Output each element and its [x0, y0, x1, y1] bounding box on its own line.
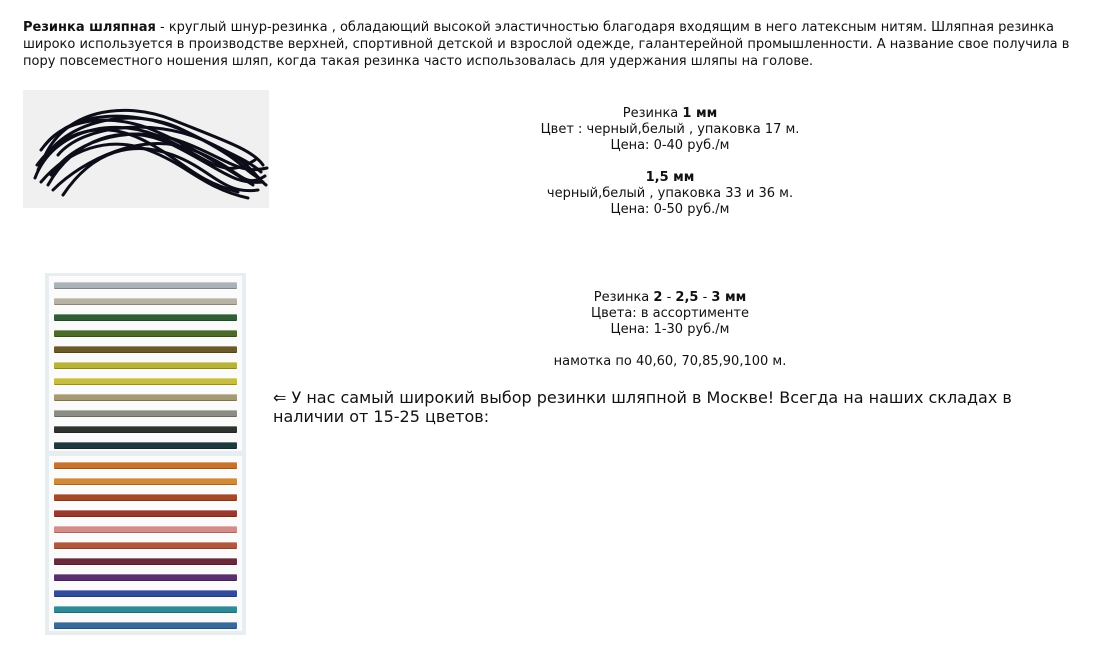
cord-swatch — [54, 426, 237, 433]
spec-sep-1: - — [662, 290, 676, 305]
cord-swatch — [54, 410, 237, 417]
cord-swatch — [54, 346, 237, 353]
cord-swatch — [54, 542, 237, 549]
cord-swatch — [54, 442, 237, 449]
intro-text: - круглый шнур-резинка , обладающий высокой эластичностью благодаря входящим в него латексным нитям. Шляпная резинка широко используется в производстве верхней, спортивной детской и взрослой одежде, галантерейной промышленности. А название свое получила в пору повсеместного ношения шляп, когда такая резинка часто использовалась для удержания шляпы на голове. — [23, 20, 1070, 69]
cord-swatch — [54, 590, 237, 597]
cord-swatch — [54, 526, 237, 533]
cord-swatch — [54, 478, 237, 485]
cord-swatch — [54, 558, 237, 565]
spec-2-3mm-label: Резинка — [593, 290, 654, 305]
promo-text: ⇐ У нас самый широкий выбор резинки шляпной в Москве! Всегда на наших складах в наличии от 15-25 цветов: — [273, 388, 1012, 426]
spec-2-3mm — [470, 290, 870, 370]
spec-1mm-price: Цена: 0-40 руб./м — [610, 138, 730, 153]
cord-swatch — [54, 606, 237, 613]
cord-swatch — [54, 298, 237, 305]
cord-swatch — [54, 282, 237, 289]
spec-size-3: 3 мм — [711, 290, 747, 305]
spec-1mm-size: 1 мм — [682, 106, 718, 121]
spec-2-3mm-title — [470, 290, 870, 306]
spec-size-2: 2 — [653, 290, 663, 305]
spec-1-5mm-color: черный,белый , упаковка 33 и 36 м. — [546, 186, 794, 201]
spec-1mm-color: Цвет : черный,белый , упаковка 17 м. — [540, 122, 800, 137]
black-cord-image — [23, 90, 269, 208]
cord-swatch — [54, 462, 237, 469]
spec-1mm-label: Резинка — [622, 106, 683, 121]
spec-2-3mm-winding: намотка по 40,60, 70,85,90,100 м. — [553, 354, 787, 369]
cord-swatch — [54, 314, 237, 321]
swatch-panel-bottom — [49, 456, 242, 631]
cord-swatch — [54, 510, 237, 517]
intro-title: Резинка шляпная — [23, 20, 156, 35]
spec-size-2-5: 2,5 — [675, 290, 699, 305]
cord-swatch — [54, 622, 237, 629]
spec-sep-2: - — [698, 290, 712, 305]
cord-swatch — [54, 574, 237, 581]
spec-1-5mm-price: Цена: 0-50 руб./м — [610, 202, 730, 217]
intro-paragraph — [23, 19, 1093, 70]
spec-1mm — [470, 106, 870, 218]
spec-1-5mm-size: 1,5 мм — [645, 170, 695, 185]
swatch-panel-top — [49, 276, 242, 451]
spec-1mm-title — [470, 106, 870, 122]
spec-2-3mm-price: Цена: 1-30 руб./м — [610, 322, 730, 337]
cord-swatch — [54, 362, 237, 369]
cord-swatch — [54, 378, 237, 385]
spec-2-3mm-colors: Цвета: в ассортименте — [591, 306, 749, 321]
cord-swatch — [54, 394, 237, 401]
cord-swatch — [54, 330, 237, 337]
black-cord-photo — [23, 90, 269, 208]
color-swatches-photo — [45, 273, 246, 635]
cord-swatch — [54, 494, 237, 501]
